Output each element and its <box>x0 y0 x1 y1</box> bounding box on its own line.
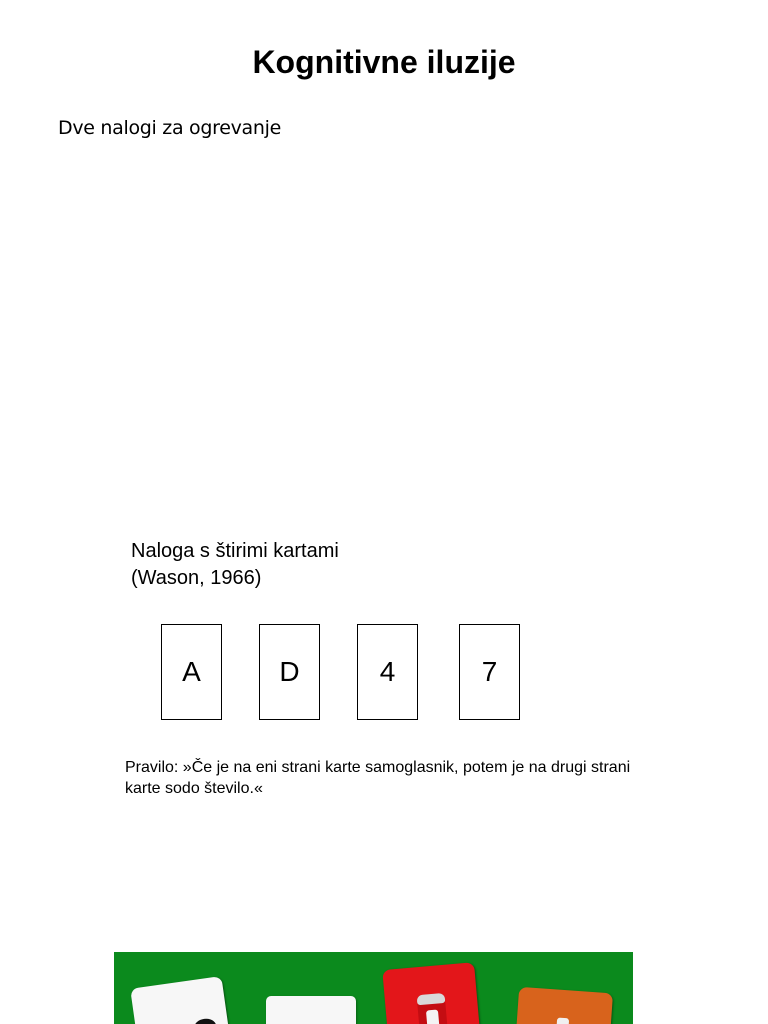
task-heading <box>131 538 339 592</box>
card-table-image <box>114 952 633 1024</box>
white-card-image <box>130 976 234 1024</box>
rule-text: Pravilo: »Če je na eni strani karte samoglasnik, potem je na drugi strani karte sodo število.« <box>125 759 631 797</box>
card-4: 4 <box>357 624 418 720</box>
black-dot-icon <box>193 1017 217 1024</box>
card-d: D <box>259 624 320 720</box>
task-heading-line2: (Wason, 1966) <box>131 567 262 589</box>
card-7: 7 <box>459 624 520 720</box>
red-card-image <box>382 962 481 1024</box>
white-mark-icon <box>557 1018 570 1024</box>
slide-subtitle: Dve nalogi za ogrevanje <box>58 117 281 139</box>
soda-can-icon <box>417 993 450 1024</box>
task-heading-line1: Naloga s štirimi kartami <box>131 540 339 562</box>
slide-title: Kognitivne iluzije <box>252 44 516 80</box>
white-card-image-2 <box>266 996 356 1024</box>
card-a: A <box>161 624 222 720</box>
orange-card-image <box>513 987 613 1024</box>
